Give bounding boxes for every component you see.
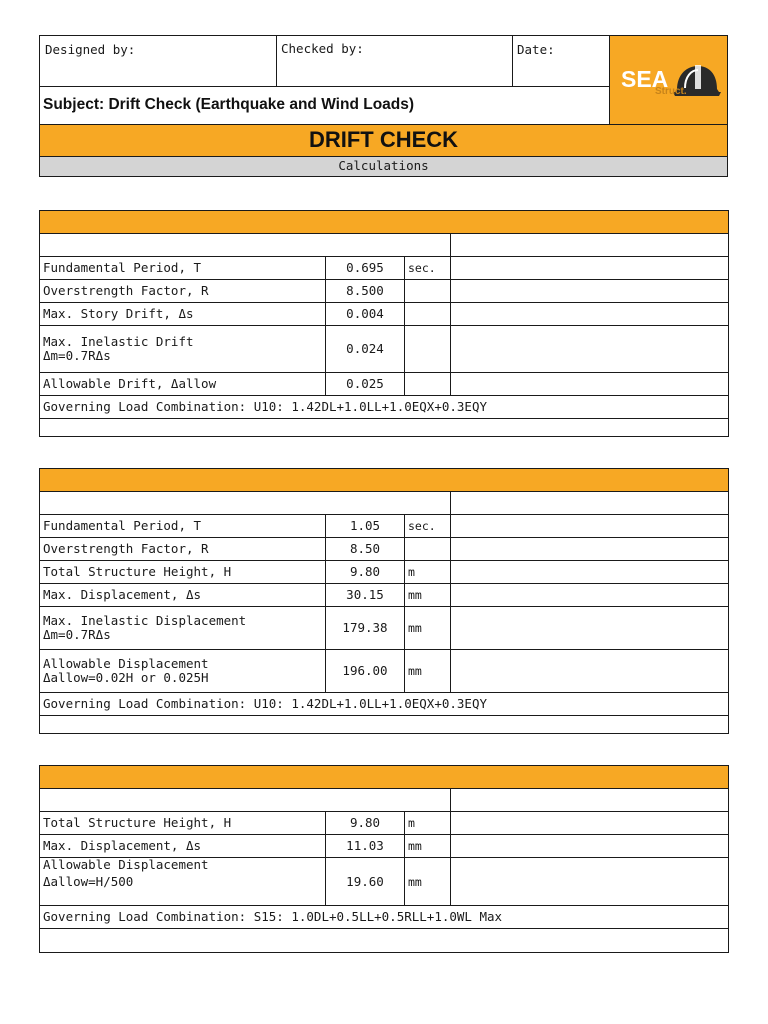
governing-combination: Governing Load Combination: U10: 1.42DL+1.0LL+1.0EQX+0.3EQY xyxy=(40,693,729,716)
table-row xyxy=(40,561,729,584)
row-value: 8.500 xyxy=(326,280,405,303)
row-note xyxy=(451,858,729,906)
section2-blank-row xyxy=(40,492,451,515)
row-unit xyxy=(405,326,451,373)
section1-blank-row xyxy=(40,234,451,257)
row-label: Max. Displacement, Δs xyxy=(40,584,326,607)
row-label: Total Structure Height, H xyxy=(40,561,326,584)
row-note xyxy=(451,812,729,835)
row-value: 0.025 xyxy=(326,373,405,396)
row-unit: mm xyxy=(405,584,451,607)
row-label-line2: Δallow=H/500 xyxy=(43,874,134,889)
row-value: 9.80 xyxy=(326,812,405,835)
row-label xyxy=(40,858,326,906)
row-label: Total Structure Height, H xyxy=(40,812,326,835)
row-label-line1: Allowable Displacement xyxy=(43,857,209,872)
row-label-line2: Δm=0.7RΔs xyxy=(43,348,111,363)
row-note xyxy=(451,584,729,607)
checked-by-label: Checked by: xyxy=(281,41,364,56)
row-unit xyxy=(405,303,451,326)
row-unit xyxy=(405,373,451,396)
table-row xyxy=(40,538,729,561)
section2-table xyxy=(39,468,729,734)
row-unit xyxy=(405,280,451,303)
row-label xyxy=(40,607,326,650)
row-label: Max. Story Drift, Δs xyxy=(40,303,326,326)
row-note xyxy=(451,280,729,303)
governing-combination: Governing Load Combination: U10: 1.42DL+1.0LL+1.0EQX+0.3EQY xyxy=(40,396,729,419)
row-label xyxy=(40,326,326,373)
table-row xyxy=(40,584,729,607)
row-unit: mm xyxy=(405,650,451,693)
row-label: Overstrength Factor, R xyxy=(40,280,326,303)
row-value: 0.024 xyxy=(326,326,405,373)
row-unit: m xyxy=(405,561,451,584)
date-cell xyxy=(512,35,610,87)
row-value: 196.00 xyxy=(326,650,405,693)
row-unit: sec. xyxy=(405,257,451,280)
table-row xyxy=(40,607,729,650)
row-label-line1: Max. Inelastic Drift xyxy=(43,334,194,349)
row-note xyxy=(451,257,729,280)
title-band xyxy=(39,124,728,157)
row-value: 9.80 xyxy=(326,561,405,584)
row-value: 11.03 xyxy=(326,835,405,858)
row-value: 1.05 xyxy=(326,515,405,538)
row-label-line2: Δm=0.7RΔs xyxy=(43,627,111,642)
row-note xyxy=(451,607,729,650)
table-row xyxy=(40,303,729,326)
section1-header xyxy=(40,211,729,234)
table-row xyxy=(40,515,729,538)
date-label: Date: xyxy=(517,42,555,57)
row-value: 0.695 xyxy=(326,257,405,280)
table-row xyxy=(40,257,729,280)
subtitle: Calculations xyxy=(338,158,429,173)
row-note xyxy=(451,303,729,326)
row-label: Fundamental Period, T xyxy=(40,515,326,538)
row-note xyxy=(451,515,729,538)
table-row xyxy=(40,373,729,396)
logo-subtext: Struct. xyxy=(655,86,687,97)
logo-cell xyxy=(609,35,728,125)
row-unit xyxy=(405,538,451,561)
row-note xyxy=(451,835,729,858)
row-unit: mm xyxy=(405,607,451,650)
governing-combination: Governing Load Combination: S15: 1.0DL+0.5LL+0.5RLL+1.0WL Max xyxy=(40,906,729,929)
table-row xyxy=(40,812,729,835)
row-label: Fundamental Period, T xyxy=(40,257,326,280)
section3-footer-row xyxy=(40,929,729,953)
row-label: Overstrength Factor, R xyxy=(40,538,326,561)
section1-blank-cell xyxy=(451,234,729,257)
row-note xyxy=(451,538,729,561)
row-label xyxy=(40,650,326,693)
row-label: Max. Displacement, Δs xyxy=(40,835,326,858)
subtitle-band xyxy=(39,156,728,177)
table-row xyxy=(40,650,729,693)
table-row xyxy=(40,835,729,858)
section2-header xyxy=(40,469,729,492)
company-logo xyxy=(619,64,724,102)
subject-cell xyxy=(39,86,610,125)
row-label-line1: Max. Inelastic Displacement xyxy=(43,613,247,628)
section1-footer-row xyxy=(40,419,729,437)
logo-text: SEA xyxy=(621,66,669,92)
row-value: 8.50 xyxy=(326,538,405,561)
checked-by-cell xyxy=(276,35,513,87)
row-value: 179.38 xyxy=(326,607,405,650)
row-label-line2: Δallow=0.02H or 0.025H xyxy=(43,670,209,685)
row-note xyxy=(451,650,729,693)
row-label-line1: Allowable Displacement xyxy=(43,656,209,671)
row-note xyxy=(451,373,729,396)
row-label: Allowable Drift, Δallow xyxy=(40,373,326,396)
subject-text: Subject: Drift Check (Earthquake and Wind Loads) xyxy=(43,96,415,113)
row-unit: mm xyxy=(405,858,451,906)
table-row xyxy=(40,858,729,906)
row-unit: mm xyxy=(405,835,451,858)
row-value: 19.60 xyxy=(326,858,405,906)
section3-blank-row xyxy=(40,789,451,812)
row-note xyxy=(451,561,729,584)
section3-blank-cell xyxy=(451,789,729,812)
section3-header xyxy=(40,766,729,789)
designed-by-label: Designed by: xyxy=(45,42,136,57)
row-unit: m xyxy=(405,812,451,835)
designed-by-cell xyxy=(39,35,277,87)
table-row xyxy=(40,326,729,373)
row-value: 0.004 xyxy=(326,303,405,326)
row-note xyxy=(451,326,729,373)
table-row xyxy=(40,280,729,303)
row-unit: sec. xyxy=(405,515,451,538)
section3-table xyxy=(39,765,729,953)
section2-footer-row xyxy=(40,716,729,734)
section2-blank-cell xyxy=(451,492,729,515)
section1-table xyxy=(39,210,729,437)
page-title: DRIFT CHECK xyxy=(308,127,459,152)
row-value: 30.15 xyxy=(326,584,405,607)
